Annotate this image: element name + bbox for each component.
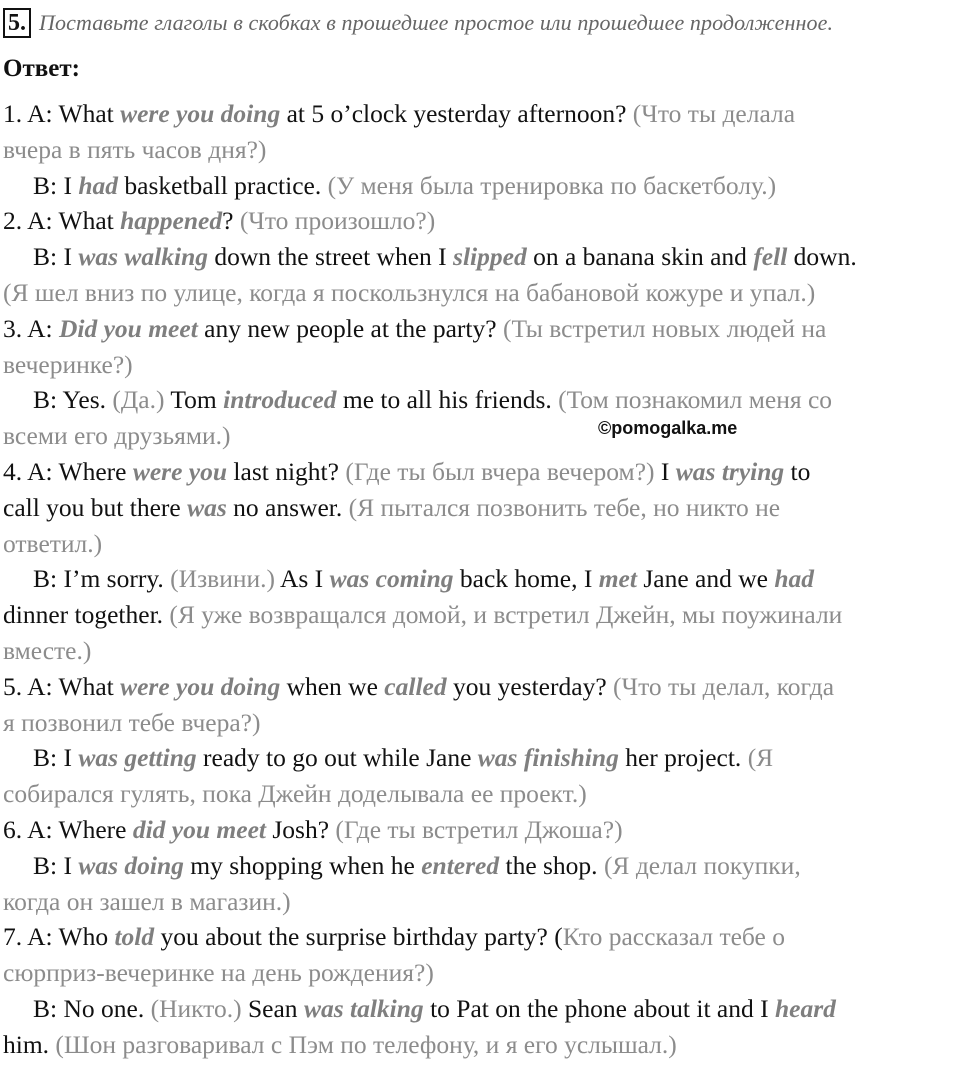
verb-answer: Did you meet	[58, 313, 198, 343]
english-text: any new people at the party?	[197, 313, 503, 343]
translation-text: (Я шел вниз по улице, когда я поскользнулся на бабановой кожуре и упал.)	[3, 277, 816, 307]
text-line	[3, 382, 958, 418]
english-text: back home, I	[453, 564, 599, 594]
translation-text: я позвонил тебе вчера?)	[3, 707, 261, 737]
text-line	[3, 347, 958, 383]
text-line	[3, 311, 958, 347]
text-line	[3, 275, 958, 311]
english-text: 5. A: What	[3, 671, 121, 701]
text-line	[3, 490, 958, 526]
text-line	[3, 848, 958, 884]
english-text: you yesterday?	[446, 671, 614, 701]
english-text: when we	[280, 671, 385, 701]
translation-text: (Извини.)	[170, 564, 275, 594]
text-line	[3, 705, 958, 741]
translation-text: (Я уже возвращался домой, и встретил Джейн, мы поужинали	[169, 600, 843, 630]
verb-answer: were you	[132, 456, 228, 486]
translation-text: (Что произошло?)	[239, 206, 436, 236]
translation-text: (Что ты делал, когда	[613, 671, 835, 701]
translation-text: (Я	[747, 743, 774, 773]
text-line	[3, 418, 958, 454]
english-text: Jane and we	[636, 564, 775, 594]
english-text: the shop.	[499, 850, 604, 880]
english-text: down the street when I	[208, 242, 454, 272]
english-text: 2. A: What	[3, 206, 121, 236]
text-line	[3, 669, 958, 705]
text-line	[3, 203, 958, 239]
english-text: As I	[275, 564, 330, 594]
translation-text: (Где ты был вчера вечером?)	[345, 456, 655, 486]
text-line	[3, 1027, 958, 1063]
english-text: 3. A:	[3, 313, 59, 343]
text-line	[3, 561, 958, 597]
text-line	[3, 96, 958, 132]
translation-text: ответил.)	[3, 528, 103, 558]
translation-text: сюрприз-вечеринке на день рождения?)	[3, 958, 434, 988]
english-text: to Pat on the phone about it and I	[423, 993, 775, 1023]
verb-answer: was trying	[675, 456, 785, 486]
english-text: Sean	[241, 993, 304, 1023]
verb-answer: introduced	[223, 385, 337, 415]
answer-text	[3, 96, 958, 1063]
english-text: 7. A: Who	[3, 922, 115, 952]
english-text: Josh?	[265, 814, 336, 844]
verb-answer: slipped	[453, 242, 527, 272]
verb-answer: was walking	[78, 242, 209, 272]
verb-answer: was talking	[303, 993, 424, 1023]
english-text: 6. A: Where	[3, 814, 133, 844]
translation-text: (Что ты делала	[632, 99, 796, 128]
translation-text: (Шон разговаривал с Пэм по телефону, и я его услышал.)	[55, 1029, 677, 1059]
verb-answer: told	[114, 922, 155, 952]
english-text: 1. A: What	[3, 99, 121, 128]
translation-text: вечеринке?)	[3, 349, 133, 379]
translation-text: (Никто.)	[150, 993, 242, 1023]
translation-text: (Том познакомил меня со	[558, 385, 833, 415]
english-text: him.	[3, 1029, 56, 1059]
translation-text: вместе.)	[3, 635, 92, 665]
verb-answer: had	[774, 564, 815, 594]
english-text: at 5 o’clock yesterday afternoon?	[280, 99, 633, 128]
text-line	[3, 776, 958, 812]
verb-answer: was finishing	[477, 743, 619, 773]
translation-text: (Да.)	[112, 385, 165, 415]
english-text: to	[784, 456, 811, 486]
text-line	[3, 884, 958, 920]
english-text: Tom	[164, 385, 224, 415]
english-text: B: I’m sorry.	[33, 564, 171, 594]
english-text: 4. A: Where	[3, 456, 133, 486]
verb-answer: met	[598, 564, 637, 594]
english-text: ?	[222, 206, 240, 236]
text-line	[3, 919, 958, 955]
verb-answer: was doing	[78, 850, 184, 880]
verb-answer: fell	[753, 242, 788, 272]
verb-answer: were you doing	[120, 671, 281, 701]
english-text: B: I	[33, 242, 79, 272]
english-text: dinner together.	[3, 600, 170, 630]
task-header	[3, 6, 833, 40]
text-line	[3, 168, 958, 204]
translation-text: (Ты встретил новых людей на	[502, 313, 827, 343]
text-line	[3, 132, 958, 168]
english-text: ready to go out while Jane	[196, 743, 478, 773]
english-text: her project.	[618, 743, 748, 773]
english-text: B: I	[33, 170, 79, 200]
english-text: B: I	[33, 743, 79, 773]
text-line	[3, 991, 958, 1027]
english-text: I	[654, 456, 676, 486]
translation-text: когда он зашел в магазин.)	[3, 886, 291, 916]
task-number: 5.	[3, 8, 31, 38]
verb-answer: heard	[774, 993, 836, 1023]
text-line	[3, 740, 958, 776]
translation-text: Кто рассказал тебе о	[562, 922, 785, 952]
verb-answer: had	[78, 170, 119, 200]
verb-answer: entered	[421, 850, 500, 880]
text-line	[3, 955, 958, 991]
verb-answer: was coming	[329, 564, 454, 594]
text-line	[3, 597, 958, 633]
verb-answer: was getting	[78, 743, 197, 773]
text-line	[3, 526, 958, 562]
verb-answer: called	[384, 671, 447, 701]
answer-label: Ответ:	[3, 55, 80, 82]
verb-answer: happened	[120, 206, 223, 236]
english-text: B: Yes.	[33, 385, 113, 415]
english-text: last night?	[227, 456, 346, 486]
verb-answer: did you meet	[132, 814, 266, 844]
english-text: B: I	[33, 850, 79, 880]
english-text: me to all his friends.	[336, 385, 559, 415]
english-text: no answer.	[226, 492, 349, 522]
english-text: basketball practice.	[118, 170, 328, 200]
text-line	[3, 812, 958, 848]
english-text: B: No one.	[33, 993, 151, 1023]
text-line	[3, 633, 958, 669]
english-text: call you but there	[3, 492, 188, 522]
english-text: my shopping when he	[183, 850, 422, 880]
verb-answer: was	[187, 492, 227, 522]
english-text: you about the surprise birthday party? (	[154, 922, 563, 952]
translation-text: вчера в пять часов дня?)	[3, 134, 267, 164]
task-instruction: Поставьте глаголы в скобках в прошедшее простое или прошедшее продолженное.	[39, 10, 834, 35]
translation-text: (У меня была тренировка по баскетболу.)	[327, 170, 777, 200]
translation-text: (Я делал покупки,	[603, 850, 801, 880]
text-line	[3, 239, 958, 275]
watermark: ©pomogalka.me	[598, 418, 738, 438]
english-text: on a banana skin and	[526, 242, 754, 272]
translation-text: (Где ты встретил Джоша?)	[335, 814, 623, 844]
english-text: down.	[787, 242, 857, 272]
translation-text: собирался гулять, пока Джейн доделывала ее проект.)	[3, 779, 587, 809]
text-line	[3, 454, 958, 490]
verb-answer: were you doing	[120, 99, 281, 128]
translation-text: всеми его друзьями.)	[3, 421, 231, 451]
translation-text: (Я пытался позвонить тебе, но никто не	[348, 492, 781, 522]
